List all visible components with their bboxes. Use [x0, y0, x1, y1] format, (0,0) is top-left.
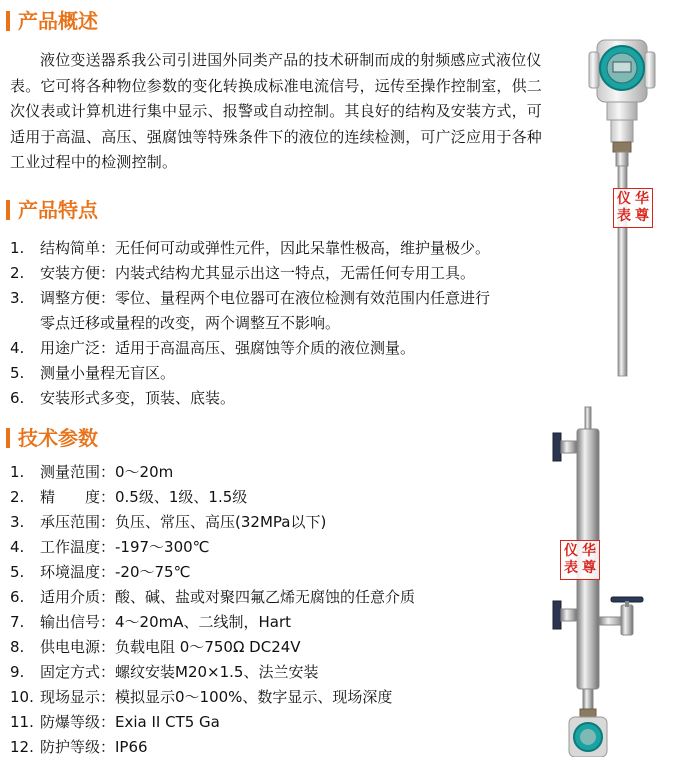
heading-bar	[6, 11, 10, 31]
heading-bar	[6, 200, 10, 220]
list-item: 5. 环境温度：-20～75℃	[10, 563, 191, 581]
params-heading	[6, 426, 98, 450]
heading-bar	[6, 428, 10, 448]
watermark-stamp: 仪 华 表 尊	[560, 540, 600, 580]
list-item: 3. 调整方便：零位、量程两个电位器可在液位检测有效范围内任意进行 零点迁移或量程的改变，两个调整互不影响。	[10, 289, 491, 332]
features-title: 产品特点	[18, 198, 98, 222]
params-title: 技术参数	[18, 426, 98, 450]
overview-paragraph: 液位变送器系我公司引进国外同类产品的技术研制而成的射频感应式液位仪表。它可将各种物位参数的变化转换成标准电流信号，远传至操作控制室，供二次仪表或计算机进行集中显示、报警或自动控制。其良好的结构及安装方式，可适用于高温、高压、强腐蚀等特殊条件下的液位的连续检测，可广泛应用于各种工业过程中的检测控制。	[10, 51, 543, 171]
list-item: 6. 安装形式多变，顶装、底装。	[10, 389, 236, 407]
overview-heading	[6, 9, 98, 33]
features-heading	[6, 198, 98, 222]
list-item: 4. 用途广泛：适用于高温高压、强腐蚀等介质的液位测量。	[10, 339, 416, 357]
list-item: 11. 防爆等级：Exia II CT5 Ga	[10, 713, 220, 731]
list-item: 6. 适用介质：酸、碱、盐或对聚四氟乙烯无腐蚀的任意介质	[10, 588, 416, 606]
overview-title: 产品概述	[18, 9, 98, 33]
list-item: 12. 防护等级：IP66	[10, 738, 148, 756]
list-item: 9. 固定方式：螺纹安装M20×1.5、法兰安装	[10, 663, 319, 681]
features-list	[10, 236, 550, 411]
list-item: 8. 供电电源：负载电阻 0～750Ω DC24V	[10, 638, 301, 656]
params-list	[10, 460, 550, 760]
chamber-level-transmitter-image	[545, 405, 675, 757]
list-item: 4. 工作温度：-197～300℃	[10, 538, 210, 556]
list-item: 1. 结构简单：无任何可动或弹性元件，因此呆靠性极高，维护量极少。	[10, 239, 491, 257]
list-item: 10. 现场显示：模拟显示0～100%、数字显示、现场深度	[10, 688, 393, 706]
watermark-stamp: 仪 华 表 尊	[613, 188, 653, 228]
list-item: 1. 测量范围：0～20m	[10, 463, 174, 481]
list-item: 2. 安装方便：内装式结构尤其显示出这一特点，无需任何专用工具。	[10, 264, 476, 282]
list-item: 7. 输出信号：4～20mA、二线制，Hart	[10, 613, 292, 631]
list-item: 5. 测量小量程无盲区。	[10, 364, 176, 382]
list-item: 3. 承压范围：负压、常压、高压(32MPa以下)	[10, 513, 327, 531]
list-item: 2. 精 度：0.5级、1级、1.5级	[10, 488, 248, 506]
